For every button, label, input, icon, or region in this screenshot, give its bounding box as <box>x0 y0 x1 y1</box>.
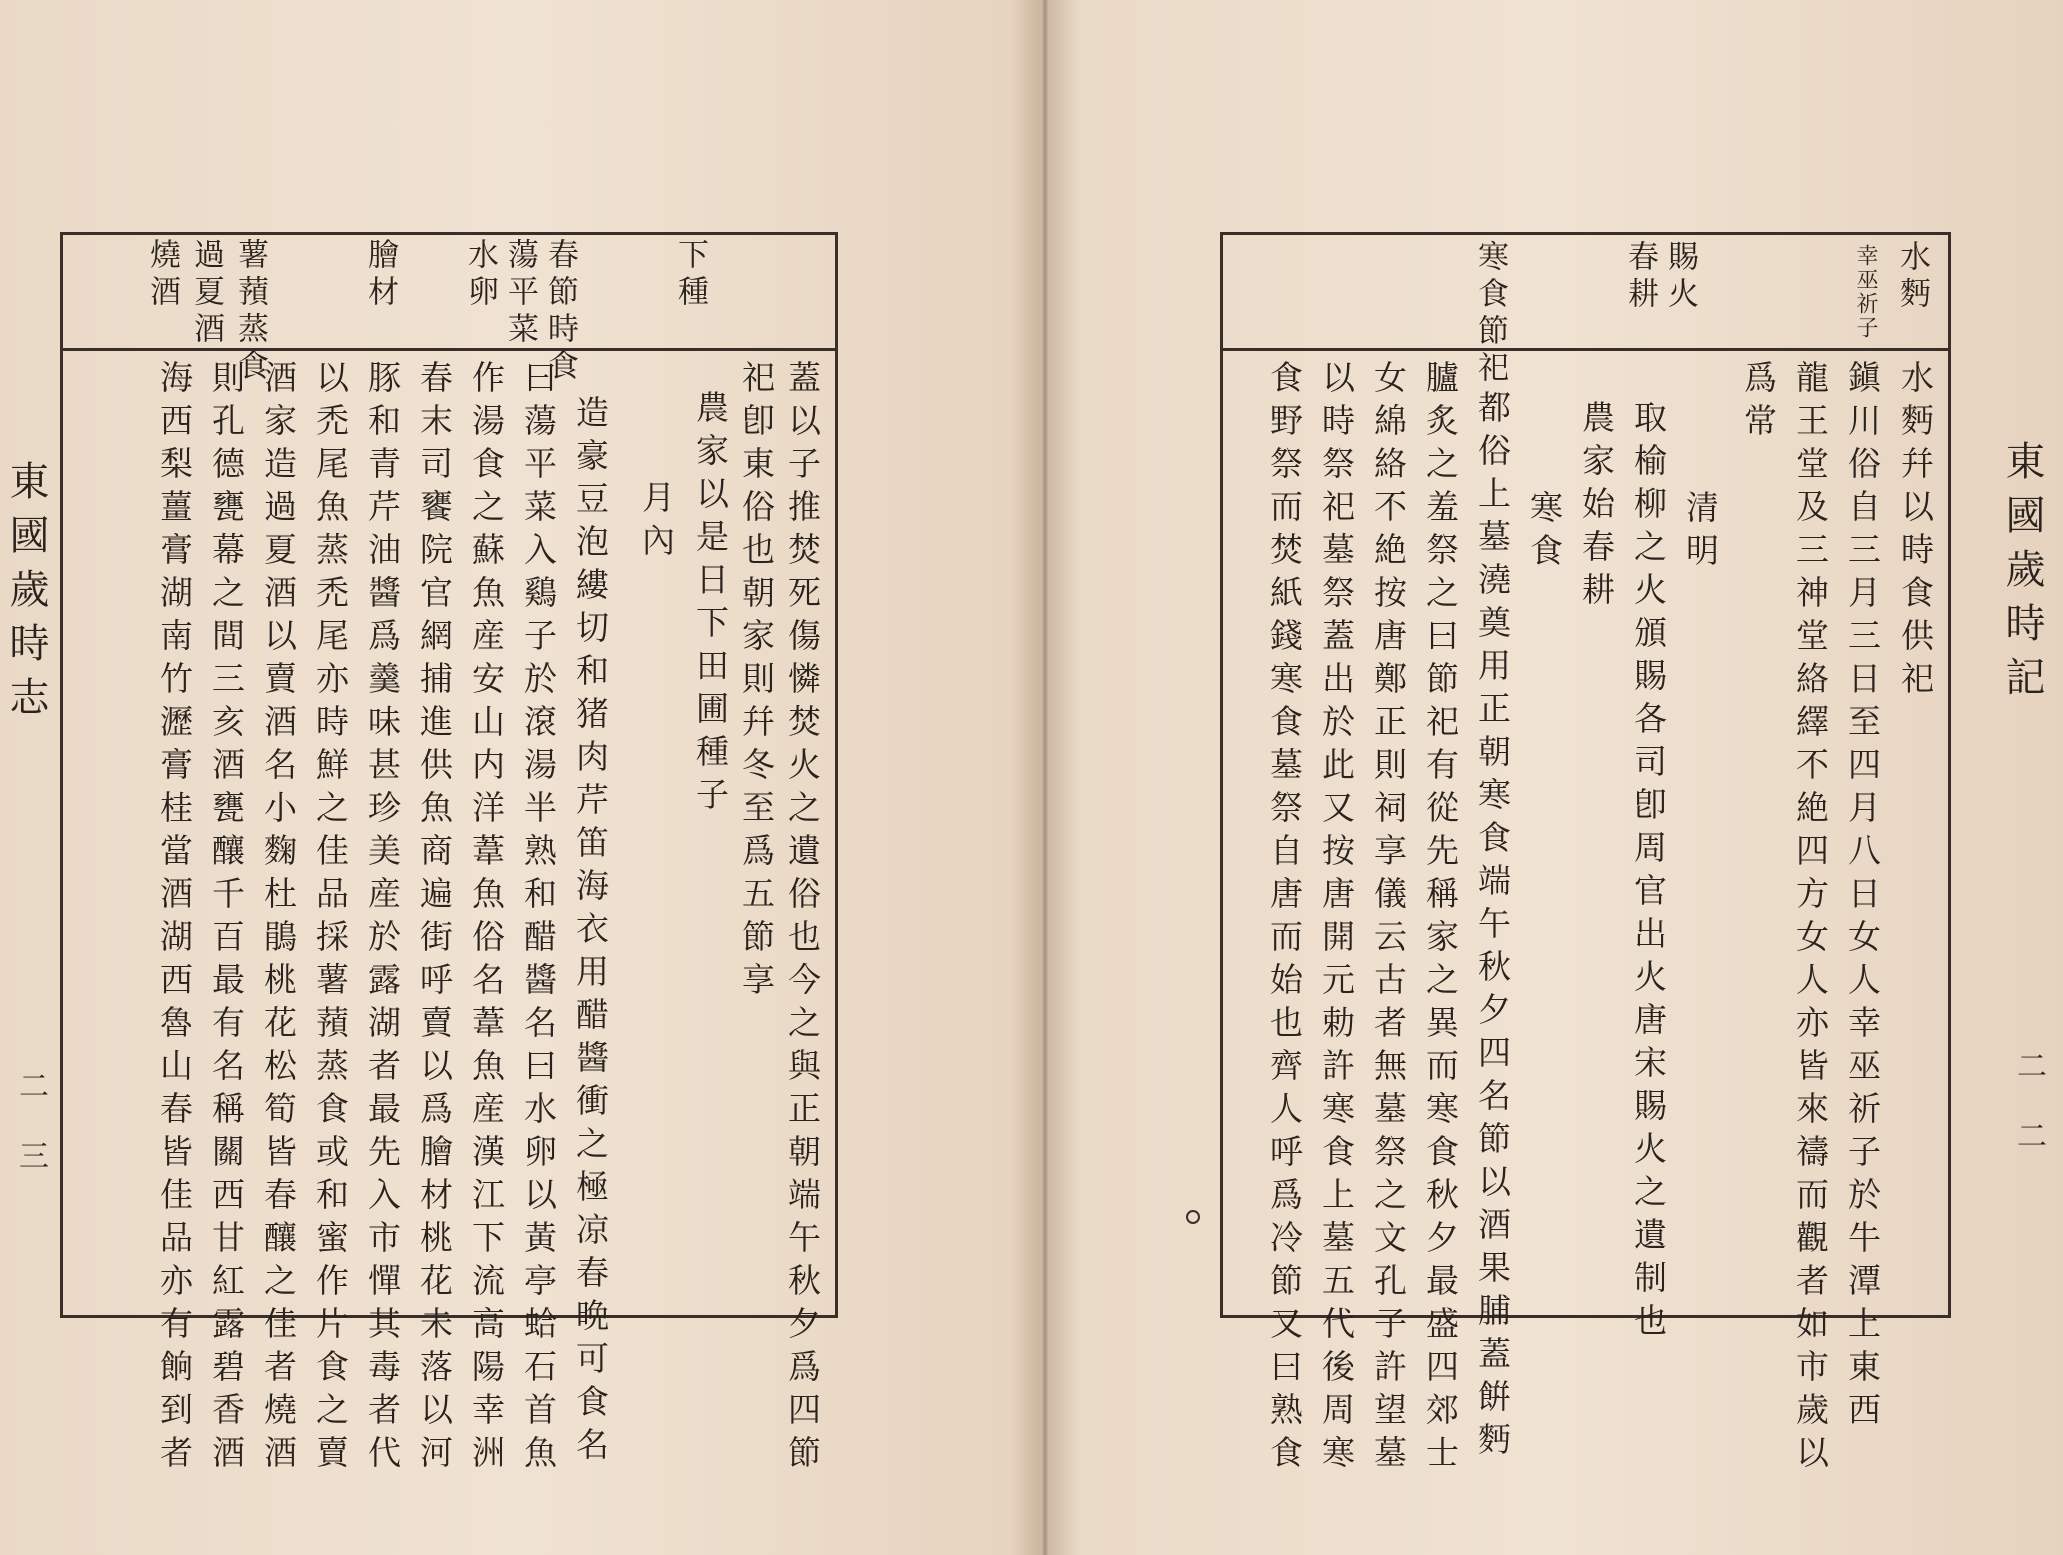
right-text-column-12: 以時祭祀墓祭蓋出於此又按唐開元勅許寒食上墓五代後周寒 <box>1317 360 1356 1478</box>
header-label-kuaicai: 膾材 <box>362 238 398 312</box>
right-text-column-3: 龍王堂及三神堂絡繹不絶四方女人亦皆來禱而觀者如市歲以 <box>1791 360 1830 1478</box>
left-text-column-13: 海西梨薑膏湖南竹瀝膏桂當酒湖西魯山春皆佳品亦有餉到者 <box>155 360 194 1478</box>
left-header-rule <box>60 348 838 351</box>
left-text-column-3: 農家以是日下田圃種子 <box>691 390 730 820</box>
left-folio: 二三 <box>13 1070 48 1210</box>
header-label-tangpingcai: 蕩平菜 <box>502 238 538 349</box>
right-text-column-6: 取榆柳之火頒賜各司卽周官出火唐宋賜火之遺制也 <box>1629 400 1668 1346</box>
left-text-column-1: 蓋以子推焚死傷憐焚火之遺俗也今之與正朝端午秋夕爲四節 <box>783 360 822 1478</box>
right-text-column-1: 水麪幷以時食供祀 <box>1896 360 1935 704</box>
left-margin-title: 東國歲時志 <box>3 460 49 730</box>
right-margin-title: 東國歲時記 <box>1999 440 2045 710</box>
left-text-column-5: 造豪豆泡縷切和猪肉芹笛海衣用醋醬衝之極凉春晩可食名 <box>571 395 610 1470</box>
right-text-column-10: 臚炙之羞祭之曰節祀有從先稱家之異而寒食秋夕最盛四郊士 <box>1421 360 1460 1478</box>
left-text-column-10: 以禿尾魚蒸禿尾亦時鮮之佳品採薯蕷蒸食或和蜜作片食之賣 <box>311 360 350 1478</box>
right-text-column-11: 女綿絡不絶按唐鄭正則祠享儀云古者無墓祭之文孔子許望墓 <box>1369 360 1408 1478</box>
header-label-chungeng: 春耕 <box>1622 240 1658 314</box>
left-text-column-7: 作湯食之蘇魚産安山内洋葦魚俗名葦魚産漢江下流高陽幸洲 <box>467 360 506 1478</box>
header-label-shuiluan: 水卵 <box>462 238 498 312</box>
right-header-rule <box>1220 348 1951 351</box>
right-text-column-5: 清明 <box>1681 490 1720 576</box>
binding-hole-mark <box>1186 1210 1200 1224</box>
left-text-column-12: 則孔德甕幕之間三亥酒甕釀千百最有名稱關西甘紅露碧香酒 <box>207 360 246 1478</box>
left-text-column-6: 曰蕩平菜入鷄子於滾湯半熟和醋醬名曰水卵以黃亭蛤石首魚 <box>519 360 558 1478</box>
header-label-hanshijiesi: 寒食節祀 <box>1472 240 1508 388</box>
left-text-column-11: 酒家造過夏酒以賣酒名小麴杜鵑桃花松筍皆春釀之佳者燒酒 <box>259 360 298 1478</box>
right-text-column-2: 鎭川俗自三月三日至四月八日女人幸巫祈子於牛潭上東西 <box>1843 360 1882 1435</box>
right-text-column-8: 寒食 <box>1525 490 1564 576</box>
right-text-column-9: 都俗上墓澆奠用正朝寒食端午秋夕四名節以酒果脯蓋餠麪 <box>1473 390 1512 1465</box>
right-text-column-7: 農家始春耕 <box>1577 400 1616 615</box>
right-folio: 二二 <box>2011 1050 2046 1190</box>
book-gutter <box>1010 0 1080 1555</box>
left-text-column-8: 春末司饔院官網捕進供魚商遍街呼賣以爲膾材桃花未落以河 <box>415 360 454 1478</box>
header-label-guoxiajiu: 過夏酒 <box>188 238 224 349</box>
right-page <box>1040 0 2063 1555</box>
header-label-shuimian: 水麪 <box>1894 240 1930 314</box>
header-label-shuyu: 薯蕷蒸食 <box>232 238 268 386</box>
header-label-shaojiu: 燒酒 <box>144 238 180 312</box>
right-text-column-4: 爲常 <box>1739 360 1778 446</box>
right-text-column-13: 食野祭而焚紙錢寒食墓祭自唐而始也齊人呼爲冷節又曰熟食 <box>1265 360 1304 1478</box>
header-label-xiazhong: 下種 <box>672 238 708 312</box>
header-label-chunjie: 春節時食 <box>542 238 578 386</box>
left-text-column-2: 祀卽東俗也朝家則幷冬至爲五節享 <box>737 360 776 1005</box>
header-label-xingwuqizi: 幸巫祈子 <box>1853 244 1878 340</box>
left-text-column-4: 月內 <box>637 480 676 566</box>
left-text-column-9: 豚和青芹油醬爲羹味甚珍美産於露湖者最先入市憚其毒者代 <box>363 360 402 1478</box>
header-label-cihuo: 賜火 <box>1662 240 1698 314</box>
